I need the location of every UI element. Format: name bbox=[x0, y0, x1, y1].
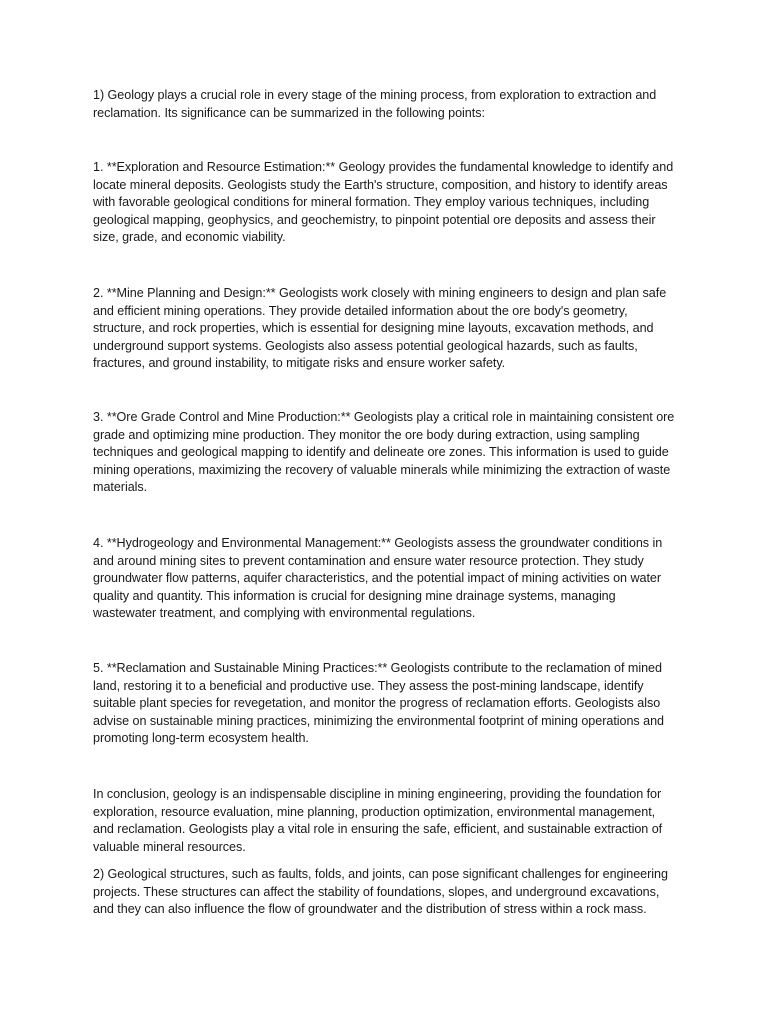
conclusion-paragraph: In conclusion, geology is an indispensable discipline in mining engineering, providing the foundation for exploration, resource evaluation, mine planning, production optimization, environmental management, and reclamation. Geologists play a vital role in ensuring the safe, efficient, and sustainable extraction of valuable mineral resources. bbox=[93, 787, 663, 854]
question-2-paragraph: 2) Geological structures, such as faults, folds, and joints, can pose significant challenges for engineering projects. These structures can affect the stability of foundations, slopes, and underground excavations, and they can also influence the flow of groundwater and the distribution of stress within a rock mass. bbox=[93, 867, 668, 917]
point-3-paragraph: 3. **Ore Grade Control and Mine Production:** Geologists play a critical role in maintaining consistent ore grade and optimizing mine production. They monitor the ore body during extraction, using sampling techniques and geological mapping to identify and delineate ore zones. This information is used to guide mining operations, maximizing the recovery of valuable minerals while minimizing the extraction of waste materials. bbox=[93, 410, 675, 495]
point-4-paragraph: 4. **Hydrogeology and Environmental Management:** Geologists assess the groundwater conditions in and around mining sites to prevent contamination and ensure water resource protection. They study groundwater flow patterns, aquifer characteristics, and the potential impact of mining activities on water quality and quantity. This information is crucial for designing mine drainage systems, managing wastewater treatment, and complying with environmental regulations. bbox=[93, 536, 663, 621]
point-1-paragraph: 1. **Exploration and Resource Estimation:** Geology provides the fundamental knowledge to identify and locate mineral deposits. Geologists study the Earth's structure, composition, and history to identify areas with favorable geological conditions for mineral formation. They employ various techniques, including geological mapping, geophysics, and geochemistry, to pinpoint potential ore deposits and assess their size, grade, and economic viability. bbox=[93, 160, 674, 245]
point-5-paragraph: 5. **Reclamation and Sustainable Mining Practices:** Geologists contribute to the reclamation of mined land, restoring it to a beneficial and productive use. They assess the post-mining landscape, identify suitable plant species for revegetation, and monitor the progress of reclamation efforts. Geologists also advise on sustainable mining practices, minimizing the environmental footprint of mining operations and promoting long-term ecosystem health. bbox=[93, 661, 664, 746]
intro-paragraph: 1) Geology plays a crucial role in every stage of the mining process, from exploration to extraction and reclamation. Its significance can be summarized in the following points: bbox=[93, 88, 657, 120]
point-2-paragraph: 2. **Mine Planning and Design:** Geologists work closely with mining engineers to design and plan safe and efficient mining operations. They provide detailed information about the ore body's geometry, structure, and rock properties, which is essential for designing mine layouts, excavation methods, and underground support systems. Geologists also assess potential geological hazards, such as faults, fractures, and ground instability, to mitigate risks and ensure worker safety. bbox=[93, 286, 667, 371]
